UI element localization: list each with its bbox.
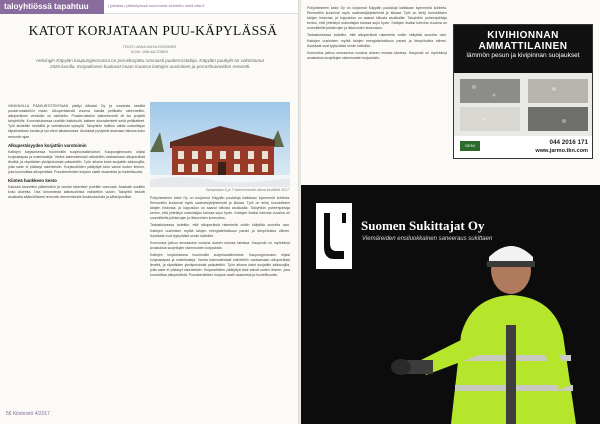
bylines [0, 45, 299, 55]
stone-tiles-icon [454, 73, 593, 137]
right-page [301, 0, 600, 424]
section-tag: taloyhtiössä tapahtuu [0, 0, 104, 14]
sukittajat-logo-icon [316, 203, 352, 269]
building-photo [150, 102, 290, 187]
body-text: Kattojen korjauksessa huomioitiin suojeluvaatimukset. Kaupunginmuseo ohjasi korjaustapaa ja materiaaleja. Vanha katemateriaali vaihdettiin vastaamaan alkuperäistä ilmettä, ja räystäiden yksityiskohdat palautettiin. Työn aikana katot suojattiin sääsuojilla, jotta sade ei päässyt rakenteisiin. Korjaustöiden päätyttyä talot saivat uuden ilmeen, joka kunnioittaa alkuperäistä. Puurakenteiden korjaus vaatii osaamista ja huolellisuutta. [150, 252, 290, 278]
ad1-phone: 044 2016 171 [549, 139, 588, 146]
body-text: Kalustot kannettiin yläkertoihin ja vanhat rakenteet purettiin varovasti. Aluskate uusittiin koko alueelta. Osa lahonneista kattotuoleista vaihdettiin uusiin. Taloyhtiö tiedotti asukkaita säännöllisesti remontin etenemisestä ilmoitustaululla ja sähköpostitse. [8, 185, 145, 200]
subheading: Alkuperäisyyden korjattiin varotoimin [8, 142, 87, 148]
sukittajat-ad[interactable] [301, 185, 600, 424]
company-name: Suomen Sukittajat Oy [361, 218, 485, 233]
left-column-2 [150, 196, 290, 406]
body-text: Tarkastuksessa todettiin, että alkuperäisiä rakenteita voitiin säilyttää suurelta osin. Kattojen uusimisen myötä talojen energiatehokkuus parani ja lämpöhukka väheni. Asukkaat ovat tyytyväisiä uusiin kattoihin. [150, 223, 290, 238]
sukittajat-logo [316, 203, 352, 269]
ad1-title: KIVIHIONNAN AMMATTILAINEN [478, 30, 568, 52]
ad1-contact [454, 136, 593, 158]
body-text: Pohjoisesteen katot Oy on korjannut Käpylän puutaloja kaikkiaan kymmeniä kohteita. Remonttiin kuuluivat myös sadevesijärjestelmät ja tikkaat. Työt on tehty kunnioittaen talojen historiaa, ja lopputulos on saanut kiitosta asukkailta. Taloyhtiön puheenjohtaja kertoo, että yhteistyö urakoitsijan kanssa sujui hyvin. Kattojen lisäksi tulevina vuosina on suunnitteilla julkisivujen ja ikkunoiden kunnostus. [150, 196, 290, 221]
header-strip [0, 0, 299, 14]
body-text: Pohjoisesteen katot Oy on korjannut Käpylän puutaloja kaikkiaan kymmeniä kohteita. Remonttiin kuuluivat myös sadevesijärjestelmät ja tikkaat. Työt on tehty kunnioittaen talojen historiaa, ja lopputulos on saanut kiitosta asukkailta. Taloyhtiön puheenjohtaja kertoo, että yhteistyö urakoitsijan kanssa sujui hyvin. Kattojen lisäksi tulevina vuosina on suunnitteilla julkisivujen ja ikkunoiden kunnostus. [307, 6, 447, 31]
header-url: | julkaistu yhteistyössä suurimmat kehitettu sekä ellsi.fi [108, 3, 205, 8]
left-page [0, 0, 299, 424]
ad1-header [454, 25, 592, 73]
body-text: Kunnostus jatkuu seuraavina vuosina alueen muissa taloissa. Kaupunki on myöntänyt avustuksia suojeltujen rakennusten korjauksiin. [150, 240, 290, 250]
body-text: VANHAVILLA PÄÄKUNTOTEHTAAN päätyi Alikatat Oy ja vuodesta kesällä puukerrostaloihin maan. Alkuperäisestä vuonna katolla peltikatto rakennettiin, alkuperäinen vesikatto on vaihdettu. Puukerrostalon kattoremontti oli iso projekti taloyhtiölle. Kunnostuksessa uusittiin kattotuolit, katteen alusrakenteet sekä peltikatteet. Työt aloitettiin keväällä ja valmistuivat syksyllä. Taloyhtiön hallitus valitsi urakoitsijan kilpailutuksen kautta ja työ eteni aikataulussa. Asukkaat pystyivät asumaan talossa koko remontin ajan. [8, 104, 145, 139]
lead-paragraph: Helsingin Käpylän kaupunginosassa on peruskorjattu runsaasti puukerrostaloja. Käpylän puukylä on valmistunut 1920-luvulla. Korjaukseen kuuluvat muun muassa kattojen uusiminen ja porrashuoneiden remontti. [36, 58, 264, 70]
left-column-1 [8, 104, 145, 404]
body-text: Tarkastuksessa todettiin, että alkuperäisiä rakenteita voitiin säilyttää suurelta osin. Kattojen uusimisen myötä talojen energiatehokkuus parani ja lämpöhukka väheni. Asukkaat ovat tyytyväisiä uusiin kattoihin. [307, 33, 447, 48]
stone-samples-image [454, 73, 592, 137]
article-photo [150, 102, 290, 187]
byline-photo: KUVA: JANI AALTONEN [131, 50, 168, 54]
body-text: Kunnostus jatkuu seuraavina vuosina alueen muissa taloissa. Kaupunki on myöntänyt avustuksia suojeltujen rakennusten korjauksiin. [307, 50, 447, 60]
company-tagline: Viemäreiden ensiluokkainen saneeraus sukittaen [362, 236, 493, 242]
article-title: KATOT KORJATAAN PUU-KÄPYLÄSSÄ [28, 23, 278, 38]
ad1-subtitle: lämmön pesun ja kivipinnan suojaukset [466, 52, 580, 59]
deni-logo: DENI [460, 141, 480, 151]
photo-caption: Sampokatu 5 ja 7 kattoremontin alkua keväällä 2017. [205, 188, 290, 192]
stone-polishing-ad[interactable] [453, 24, 593, 159]
subheading: Kiinteä hankkeen kesto [8, 178, 57, 184]
byline-text: TEKSTI: ANNA-KAISA KOSKIMIES [122, 45, 177, 49]
page-footer: 56 Kiinteistö 4/2017 [6, 411, 50, 417]
ad1-website[interactable]: www.jarmo.tkn.com [535, 148, 588, 154]
body-text: Kattojen korjauksessa huomioitiin suojeluvaatimukset. Kaupunginmuseo ohjasi korjaustapaa ja materiaaleja. Vanha katemateriaali vaihdettiin vastaamaan alkuperäistä ilmettä, ja räystäiden yksityiskohdat palautettiin. Työn aikana katot suojattiin sääsuojilla, jotta sade ei päässyt rakenteisiin. Korjaustöiden päätyttyä talot saivat uuden ilmeen, joka kunnioittaa alkuperäistä. Puurakenteiden korjaus vaatii osaamista ja huolellisuutta. [8, 149, 145, 175]
right-column-1 [307, 6, 447, 182]
